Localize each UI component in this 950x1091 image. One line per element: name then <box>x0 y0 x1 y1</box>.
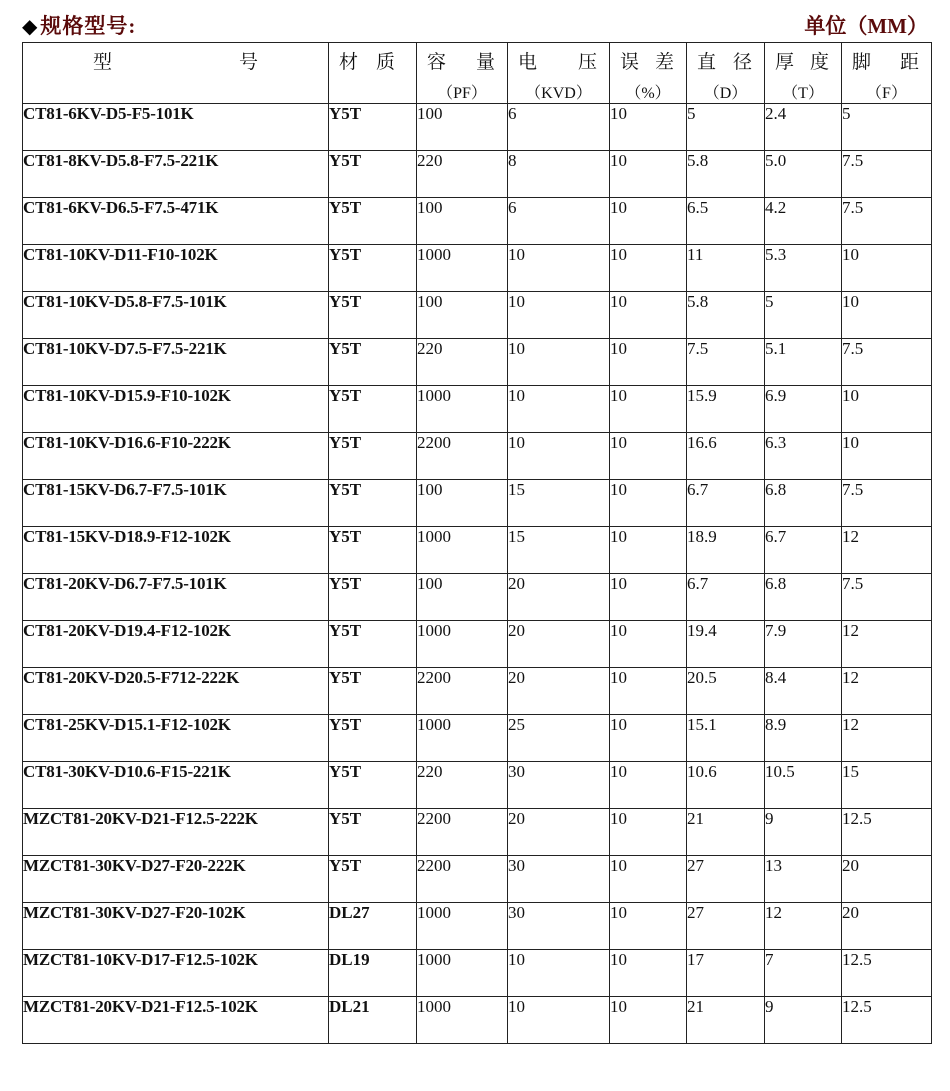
cell-capacitance: 1000 <box>417 715 508 762</box>
table-row <box>23 950 932 997</box>
cell-pitch: 7.5 <box>842 574 932 621</box>
cell-thickness: 13 <box>765 856 842 903</box>
cell-diameter: 21 <box>687 997 765 1044</box>
title-bar <box>22 10 928 40</box>
table-row <box>23 386 932 433</box>
cell-model: CT81-15KV-D18.9-F12-102K <box>23 527 329 574</box>
section-title-text: 规格型号: <box>40 14 137 38</box>
cell-capacitance: 1000 <box>417 527 508 574</box>
header-char: 直 <box>697 52 719 73</box>
cell-pitch: 12 <box>842 527 932 574</box>
cell-diameter: 20.5 <box>687 668 765 715</box>
cell-material: DL27 <box>329 903 417 950</box>
cell-voltage: 15 <box>508 527 610 574</box>
header-char: 号 <box>238 52 258 73</box>
cell-capacitance: 1000 <box>417 621 508 668</box>
column-header-thickness <box>765 43 842 104</box>
cell-tolerance: 10 <box>610 245 687 292</box>
cell-voltage: 10 <box>508 292 610 339</box>
cell-pitch: 7.5 <box>842 480 932 527</box>
cell-thickness: 10.5 <box>765 762 842 809</box>
table-row <box>23 856 932 903</box>
cell-capacitance: 100 <box>417 198 508 245</box>
cell-voltage: 10 <box>508 339 610 386</box>
cell-pitch: 12 <box>842 715 932 762</box>
column-header-capacitance <box>417 43 508 104</box>
cell-model: CT81-25KV-D15.1-F12-102K <box>23 715 329 762</box>
cell-pitch: 20 <box>842 903 932 950</box>
cell-model: CT81-8KV-D5.8-F7.5-221K <box>23 151 329 198</box>
cell-model: CT81-20KV-D19.4-F12-102K <box>23 621 329 668</box>
header-unit: （%） <box>625 85 671 102</box>
cell-model: CT81-10KV-D11-F10-102K <box>23 245 329 292</box>
cell-pitch: 15 <box>842 762 932 809</box>
cell-thickness: 6.8 <box>765 480 842 527</box>
cell-thickness: 7 <box>765 950 842 997</box>
cell-tolerance: 10 <box>610 198 687 245</box>
cell-pitch: 10 <box>842 433 932 480</box>
cell-thickness: 8.9 <box>765 715 842 762</box>
cell-thickness: 8.4 <box>765 668 842 715</box>
table-row <box>23 621 932 668</box>
cell-material: Y5T <box>329 715 417 762</box>
header-char: 度 <box>809 52 831 73</box>
header-char: 脚 <box>852 52 874 73</box>
table-row <box>23 151 932 198</box>
cell-model: CT81-15KV-D6.7-F7.5-101K <box>23 480 329 527</box>
cell-voltage: 30 <box>508 903 610 950</box>
cell-diameter: 16.6 <box>687 433 765 480</box>
cell-pitch: 12 <box>842 668 932 715</box>
column-header-material <box>329 43 417 104</box>
cell-diameter: 21 <box>687 809 765 856</box>
cell-thickness: 5 <box>765 292 842 339</box>
cell-voltage: 20 <box>508 574 610 621</box>
cell-voltage: 30 <box>508 856 610 903</box>
column-header-tolerance <box>610 43 687 104</box>
unit-label: 单位（MM） <box>804 14 928 38</box>
cell-model: MZCT81-10KV-D17-F12.5-102K <box>23 950 329 997</box>
cell-material: Y5T <box>329 198 417 245</box>
cell-tolerance: 10 <box>610 809 687 856</box>
header-unit: （KVD） <box>525 85 592 102</box>
cell-tolerance: 10 <box>610 997 687 1044</box>
table-row <box>23 903 932 950</box>
cell-capacitance: 220 <box>417 762 508 809</box>
header-char: 型 <box>93 52 113 73</box>
column-header-voltage <box>508 43 610 104</box>
cell-capacitance: 220 <box>417 339 508 386</box>
cell-diameter: 5.8 <box>687 292 765 339</box>
cell-voltage: 10 <box>508 997 610 1044</box>
header-char: 厚 <box>775 52 797 73</box>
cell-diameter: 27 <box>687 903 765 950</box>
cell-pitch: 7.5 <box>842 151 932 198</box>
cell-diameter: 15.9 <box>687 386 765 433</box>
cell-pitch: 7.5 <box>842 198 932 245</box>
header-row <box>23 43 932 104</box>
cell-tolerance: 10 <box>610 668 687 715</box>
spec-table <box>22 42 932 1044</box>
cell-pitch: 10 <box>842 386 932 433</box>
table-row <box>23 339 932 386</box>
cell-diameter: 15.1 <box>687 715 765 762</box>
cell-tolerance: 10 <box>610 574 687 621</box>
header-char: 距 <box>899 52 921 73</box>
cell-model: CT81-20KV-D6.7-F7.5-101K <box>23 574 329 621</box>
cell-diameter: 17 <box>687 950 765 997</box>
cell-model: MZCT81-20KV-D21-F12.5-222K <box>23 809 329 856</box>
table-row <box>23 715 932 762</box>
cell-capacitance: 2200 <box>417 433 508 480</box>
cell-material: DL19 <box>329 950 417 997</box>
cell-voltage: 30 <box>508 762 610 809</box>
cell-material: Y5T <box>329 104 417 151</box>
cell-capacitance: 1000 <box>417 903 508 950</box>
cell-material: Y5T <box>329 621 417 668</box>
cell-capacitance: 2200 <box>417 856 508 903</box>
cell-thickness: 6.8 <box>765 574 842 621</box>
cell-thickness: 5.3 <box>765 245 842 292</box>
cell-tolerance: 10 <box>610 151 687 198</box>
cell-material: Y5T <box>329 245 417 292</box>
cell-capacitance: 100 <box>417 480 508 527</box>
table-row <box>23 433 932 480</box>
cell-model: CT81-10KV-D16.6-F10-222K <box>23 433 329 480</box>
cell-tolerance: 10 <box>610 527 687 574</box>
column-header-diameter <box>687 43 765 104</box>
cell-pitch: 7.5 <box>842 339 932 386</box>
cell-pitch: 20 <box>842 856 932 903</box>
cell-tolerance: 10 <box>610 856 687 903</box>
cell-capacitance: 100 <box>417 574 508 621</box>
cell-tolerance: 10 <box>610 292 687 339</box>
cell-material: Y5T <box>329 668 417 715</box>
cell-material: Y5T <box>329 339 417 386</box>
cell-thickness: 9 <box>765 997 842 1044</box>
cell-capacitance: 1000 <box>417 386 508 433</box>
cell-voltage: 6 <box>508 198 610 245</box>
cell-voltage: 10 <box>508 386 610 433</box>
header-char: 误 <box>620 52 642 73</box>
cell-material: Y5T <box>329 856 417 903</box>
table-row <box>23 668 932 715</box>
table-row <box>23 574 932 621</box>
header-char: 电 <box>518 52 540 73</box>
cell-tolerance: 10 <box>610 386 687 433</box>
cell-model: CT81-6KV-D6.5-F7.5-471K <box>23 198 329 245</box>
cell-tolerance: 10 <box>610 339 687 386</box>
cell-model: CT81-10KV-D7.5-F7.5-221K <box>23 339 329 386</box>
cell-capacitance: 2200 <box>417 809 508 856</box>
cell-diameter: 6.5 <box>687 198 765 245</box>
cell-material: Y5T <box>329 527 417 574</box>
cell-model: CT81-30KV-D10.6-F15-221K <box>23 762 329 809</box>
column-header-model <box>23 43 329 104</box>
header-char: 差 <box>654 52 676 73</box>
table-row <box>23 480 932 527</box>
cell-capacitance: 220 <box>417 151 508 198</box>
header-unit: （PF） <box>437 85 487 102</box>
cell-diameter: 6.7 <box>687 574 765 621</box>
table-body <box>23 104 932 1044</box>
table-row <box>23 104 932 151</box>
cell-model: MZCT81-30KV-D27-F20-102K <box>23 903 329 950</box>
cell-thickness: 5.1 <box>765 339 842 386</box>
diamond-bullet-icon: ◆ <box>22 16 39 38</box>
cell-thickness: 12 <box>765 903 842 950</box>
cell-material: Y5T <box>329 480 417 527</box>
table-row <box>23 809 932 856</box>
cell-material: DL21 <box>329 997 417 1044</box>
cell-model: CT81-20KV-D20.5-F712-222K <box>23 668 329 715</box>
cell-pitch: 12 <box>842 621 932 668</box>
header-char: 质 <box>376 52 398 73</box>
cell-diameter: 5 <box>687 104 765 151</box>
cell-model: MZCT81-30KV-D27-F20-222K <box>23 856 329 903</box>
cell-tolerance: 10 <box>610 950 687 997</box>
cell-pitch: 10 <box>842 245 932 292</box>
cell-thickness: 2.4 <box>765 104 842 151</box>
cell-capacitance: 1000 <box>417 950 508 997</box>
cell-pitch: 12.5 <box>842 809 932 856</box>
cell-tolerance: 10 <box>610 762 687 809</box>
cell-thickness: 6.3 <box>765 433 842 480</box>
header-unit: （T） <box>782 85 824 102</box>
cell-diameter: 7.5 <box>687 339 765 386</box>
cell-thickness: 7.9 <box>765 621 842 668</box>
header-unit: （F） <box>866 85 907 102</box>
cell-pitch: 12.5 <box>842 997 932 1044</box>
cell-material: Y5T <box>329 433 417 480</box>
cell-diameter: 11 <box>687 245 765 292</box>
cell-diameter: 27 <box>687 856 765 903</box>
header-char: 压 <box>577 52 599 73</box>
cell-material: Y5T <box>329 762 417 809</box>
cell-voltage: 10 <box>508 245 610 292</box>
cell-diameter: 10.6 <box>687 762 765 809</box>
cell-thickness: 4.2 <box>765 198 842 245</box>
cell-diameter: 19.4 <box>687 621 765 668</box>
cell-model: CT81-6KV-D5-F5-101K <box>23 104 329 151</box>
cell-model: CT81-10KV-D5.8-F7.5-101K <box>23 292 329 339</box>
cell-tolerance: 10 <box>610 433 687 480</box>
cell-capacitance: 2200 <box>417 668 508 715</box>
cell-voltage: 10 <box>508 433 610 480</box>
table-row <box>23 762 932 809</box>
cell-voltage: 10 <box>508 950 610 997</box>
cell-capacitance: 100 <box>417 292 508 339</box>
table-row <box>23 997 932 1044</box>
column-header-pitch <box>842 43 932 104</box>
cell-tolerance: 10 <box>610 715 687 762</box>
cell-tolerance: 10 <box>610 903 687 950</box>
header-char: 量 <box>475 52 497 73</box>
cell-capacitance: 100 <box>417 104 508 151</box>
cell-pitch: 5 <box>842 104 932 151</box>
table-row <box>23 292 932 339</box>
table-row <box>23 527 932 574</box>
cell-material: Y5T <box>329 809 417 856</box>
cell-voltage: 20 <box>508 621 610 668</box>
cell-thickness: 5.0 <box>765 151 842 198</box>
table-row <box>23 245 932 292</box>
table-row <box>23 198 932 245</box>
cell-pitch: 12.5 <box>842 950 932 997</box>
cell-material: Y5T <box>329 574 417 621</box>
cell-voltage: 20 <box>508 809 610 856</box>
cell-voltage: 20 <box>508 668 610 715</box>
cell-tolerance: 10 <box>610 480 687 527</box>
cell-thickness: 9 <box>765 809 842 856</box>
cell-thickness: 6.7 <box>765 527 842 574</box>
cell-tolerance: 10 <box>610 104 687 151</box>
cell-pitch: 10 <box>842 292 932 339</box>
header-char: 径 <box>732 52 754 73</box>
header-unit: （D） <box>703 85 748 102</box>
cell-voltage: 6 <box>508 104 610 151</box>
cell-thickness: 6.9 <box>765 386 842 433</box>
cell-diameter: 6.7 <box>687 480 765 527</box>
cell-voltage: 25 <box>508 715 610 762</box>
cell-voltage: 8 <box>508 151 610 198</box>
header-char: 材 <box>339 52 361 73</box>
cell-diameter: 18.9 <box>687 527 765 574</box>
cell-model: CT81-10KV-D15.9-F10-102K <box>23 386 329 433</box>
cell-diameter: 5.8 <box>687 151 765 198</box>
cell-material: Y5T <box>329 386 417 433</box>
section-title <box>22 10 136 40</box>
cell-model: MZCT81-20KV-D21-F12.5-102K <box>23 997 329 1044</box>
cell-capacitance: 1000 <box>417 997 508 1044</box>
cell-material: Y5T <box>329 151 417 198</box>
cell-material: Y5T <box>329 292 417 339</box>
cell-voltage: 15 <box>508 480 610 527</box>
header-char: 容 <box>427 52 449 73</box>
cell-capacitance: 1000 <box>417 245 508 292</box>
cell-tolerance: 10 <box>610 621 687 668</box>
